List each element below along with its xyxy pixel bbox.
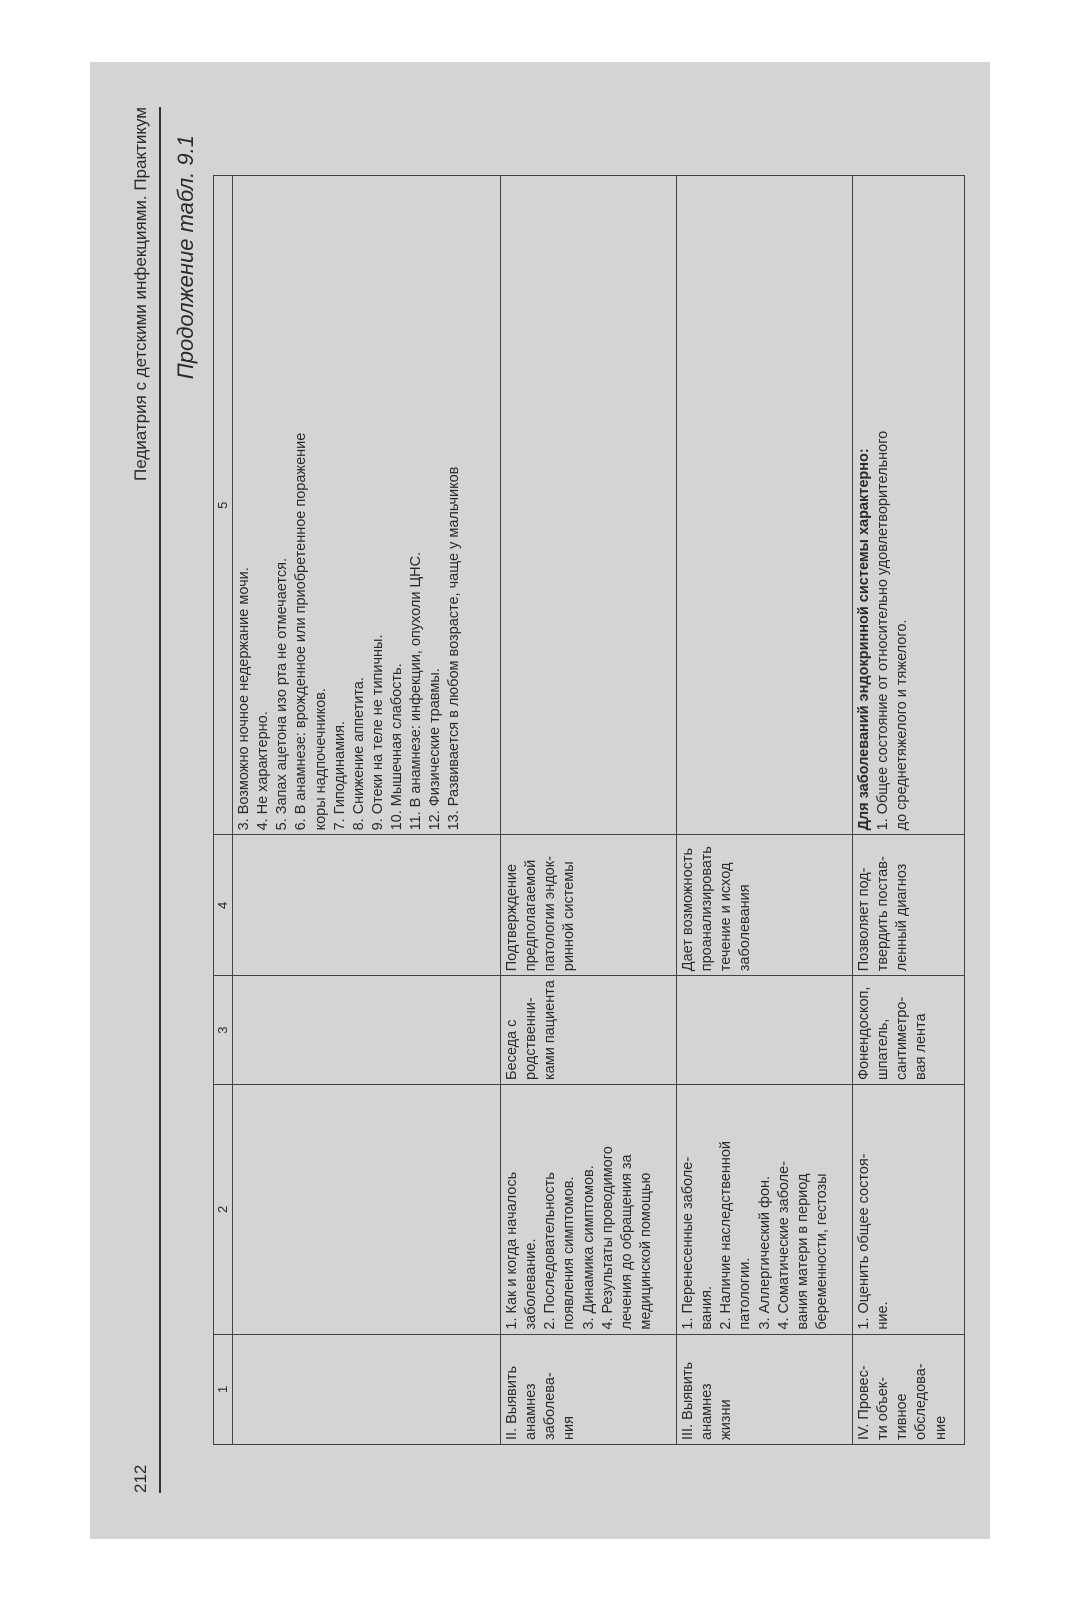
cell-line: 12. Физические травмы. [427, 668, 444, 831]
table-row [501, 176, 677, 1445]
cell-line: шпатель, [875, 1018, 892, 1080]
cell-line: 1. Перенесенные заболе- [680, 1156, 696, 1330]
cell-line: 1. Общее состояние от относительно удовлетворительного [875, 430, 892, 831]
row2-cell-1 [677, 1334, 853, 1444]
cell-line: Позволяет под- [856, 867, 872, 972]
cell-line: ние. [875, 1301, 892, 1330]
cell-line: твердить постав- [875, 856, 892, 972]
cell-line: ленный диагноз [894, 863, 911, 972]
cell-line: анамнез [699, 1383, 716, 1440]
table-9-1-continued [213, 175, 965, 1445]
cell-line: ринной системы [561, 861, 578, 972]
cell-line: 7. Гиподинамия. [331, 720, 348, 831]
cell-line: предполагаемой [523, 859, 540, 972]
scanned-page [90, 62, 990, 1539]
cell-line: Беседа с [504, 1019, 520, 1080]
column-header-2: 2 [214, 1085, 233, 1335]
page-number: 212 [131, 1464, 150, 1493]
column-header-4: 4 [214, 835, 233, 976]
cell-line: заболевания [737, 884, 754, 972]
cell-line: анамнез [523, 1383, 540, 1440]
cell-line: беременности, гестозы [813, 1173, 830, 1330]
table-row [853, 176, 965, 1445]
cell-line: 3. Аллергический фон. [756, 1175, 773, 1330]
cell-line: ками пациента [542, 980, 559, 1080]
row2-cell-4 [677, 835, 853, 976]
row3-cell-4 [853, 835, 965, 976]
cell-line: 6. В анамнезе: врожденное или приобретенное поражение [293, 432, 310, 831]
row1-cell-5 [501, 176, 677, 835]
cell-line: 11. В анамнезе: инфекции, опухоли ЦНС. [408, 551, 425, 831]
cell-line: 4. Результаты проводимого [599, 1146, 616, 1330]
cell-line: вая лента [913, 1013, 930, 1080]
table-caption: Продолжение табл. 9.1 [173, 135, 198, 380]
cell-line: 2. Последовательность [542, 1172, 559, 1330]
cell-line: 8. Снижение аппетита. [350, 677, 367, 831]
cell-line: IV. Провес- [856, 1365, 872, 1440]
cell-line: 1. Как и когда началось [504, 1171, 520, 1330]
row1-cell-1 [501, 1334, 677, 1444]
row1-cell-2 [501, 1085, 677, 1335]
row1-cell-4 [501, 835, 677, 976]
cell-line: коры надпочечников. [312, 688, 329, 831]
cell-line: 1. Оценить общее состоя- [856, 1153, 872, 1330]
cell-line: Подтверждение [504, 863, 520, 972]
cell-line: 3. Возможно ночное недержание мочи. [236, 567, 252, 831]
cell-line: 9. Отеки на теле не типичны. [369, 634, 386, 831]
cell-line: патологии эндок- [542, 856, 559, 972]
cell-line: течение и исход [718, 862, 735, 972]
table-row [677, 176, 853, 1445]
cell-line: жизни [718, 1399, 735, 1440]
table-header-row [214, 176, 233, 1445]
cell-line: 10. Мышечная слабость. [389, 663, 405, 831]
row0-cell-4 [233, 835, 501, 976]
row3-cell-3 [853, 976, 965, 1085]
cell-line: III. Выявить [680, 1361, 696, 1440]
running-head [125, 107, 161, 1493]
column-header-3: 3 [214, 976, 233, 1085]
column-header-5: 5 [214, 176, 233, 835]
cell-line: ние [932, 1415, 949, 1440]
cell-line: тивное [894, 1393, 911, 1440]
cell-line: 4. Соматические заболе- [775, 1160, 792, 1330]
cell-line: II. Выявить [504, 1365, 520, 1440]
row0-cell-5 [233, 176, 501, 835]
table-row [233, 176, 501, 1445]
row1-cell-3 [501, 976, 677, 1085]
cell-line: ния [561, 1416, 578, 1440]
cell-line: 3. Динамика симптомов. [580, 1165, 597, 1330]
cell-line: вания матери в период [794, 1173, 811, 1330]
cell-line: 13. Развивается в любом возрасте, чаще у мальчиков [446, 466, 463, 831]
cell-line: заболевание. [523, 1238, 540, 1330]
cell-line: сантиметро- [894, 996, 911, 1080]
cell-line: ти объек- [875, 1377, 892, 1440]
row2-cell-2 [677, 1085, 853, 1335]
row0-cell-1 [233, 1334, 501, 1444]
cell-line: 2. Наличие наследственной [718, 1140, 735, 1330]
book-title: Педиатрия с детскими инфекциями. Практикум [131, 107, 150, 481]
cell-line: до среднетяжелого и тяжелого. [894, 619, 911, 831]
cell-line: обследова- [913, 1363, 930, 1440]
cell-line: патологии. [737, 1257, 754, 1330]
row0-cell-3 [233, 976, 501, 1085]
cell-line: вания. [699, 1286, 716, 1330]
rotated-page [125, 95, 955, 1505]
cell-line: Дает возможность [680, 847, 696, 972]
cell-line: 4. Не характерно. [255, 711, 272, 831]
row3-cell-5 [853, 176, 965, 835]
cell-heading: Для заболеваний эндокринной системы характерно: [856, 448, 872, 831]
cell-line: родственни- [523, 997, 540, 1080]
cell-line: лечения до обращения за [618, 1154, 635, 1330]
row3-cell-1 [853, 1334, 965, 1444]
row2-cell-5 [677, 176, 853, 835]
cell-line: 5. Запах ацетона изо рта не отмечается. [274, 558, 291, 831]
row0-cell-2 [233, 1085, 501, 1335]
cell-line: появления симптомов. [561, 1176, 578, 1330]
row2-cell-3 [677, 976, 853, 1085]
cell-line: заболева- [542, 1372, 559, 1440]
cell-line: Фонендоскоп, [856, 986, 872, 1080]
cell-line: медицинской помощью [637, 1172, 654, 1330]
row3-cell-2 [853, 1085, 965, 1335]
column-header-1: 1 [214, 1334, 233, 1444]
cell-line: проанализировать [699, 846, 716, 972]
